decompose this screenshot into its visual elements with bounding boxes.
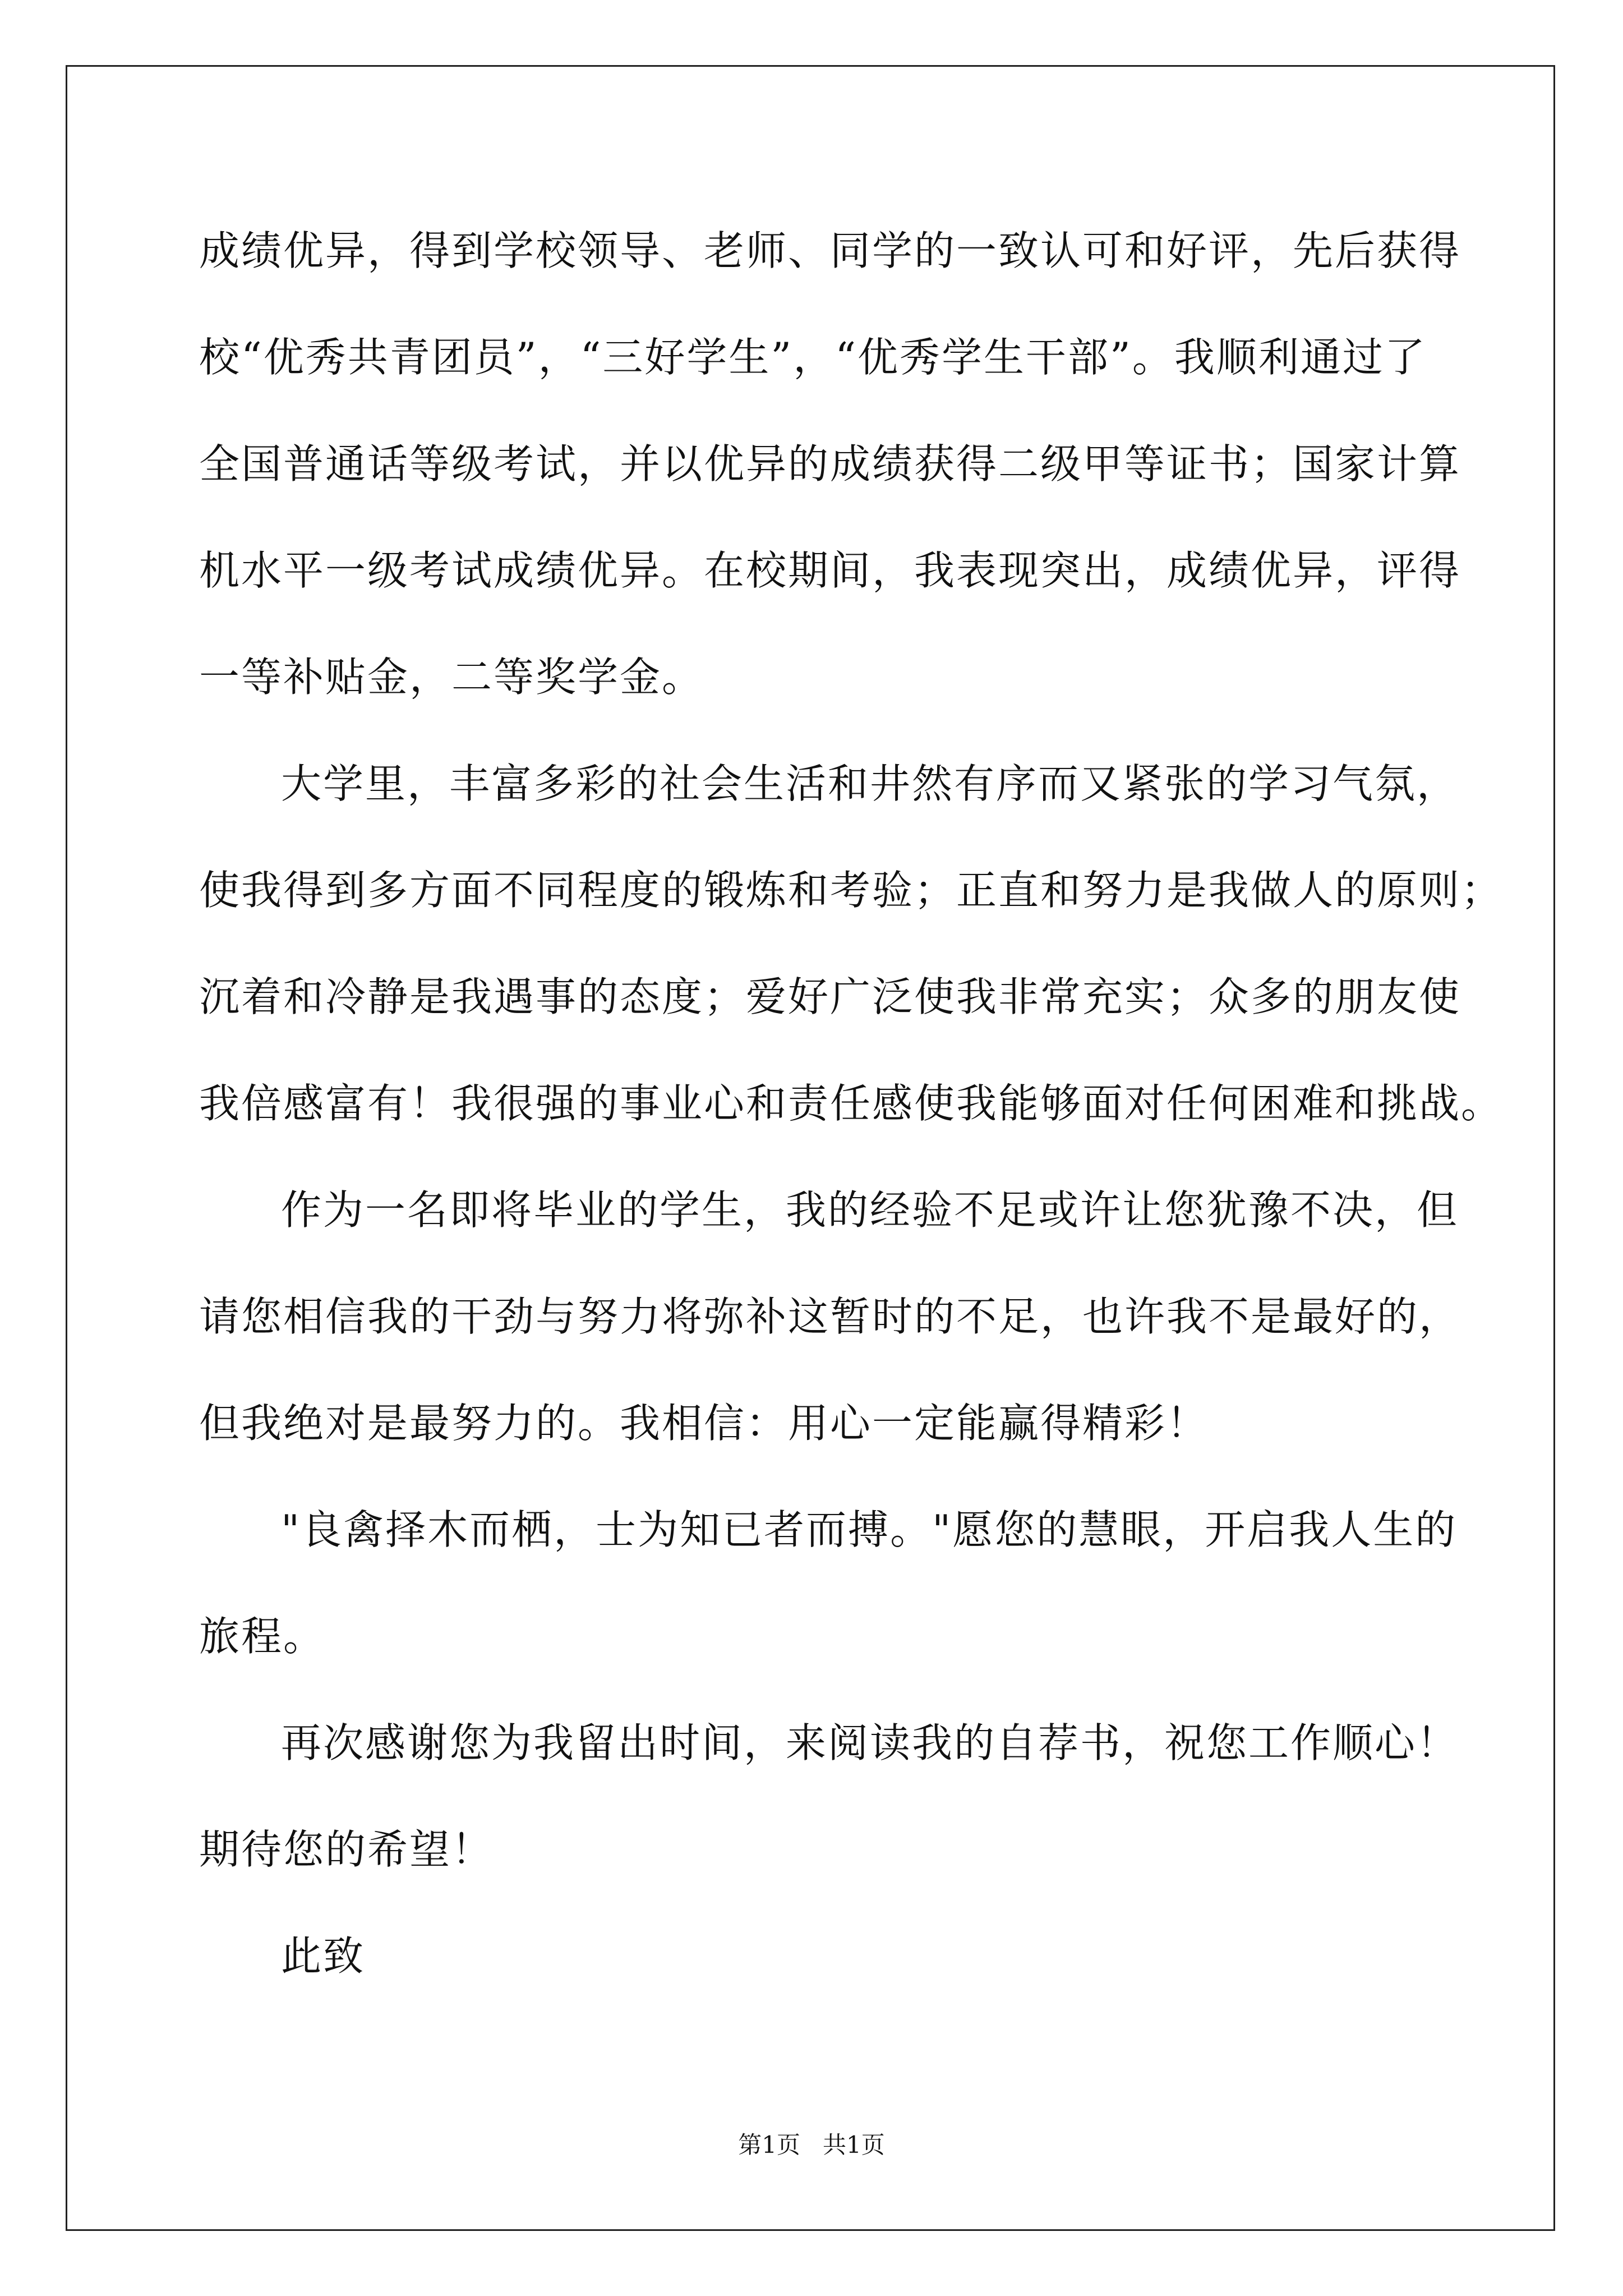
text-line: 我倍感富有！我很强的事业心和责任感使我能够面对任何困难和挑战。 [199, 1080, 1504, 1127]
text-line: 旅程。 [199, 1613, 326, 1660]
paragraph-start-line: 大学里，丰富多彩的社会生活和井然有序而又紧张的学习气氛， [281, 760, 1459, 807]
text-line: 机水平一级考试成绩优异。在校期间，我表现突出，成绩优异，评得 [199, 547, 1461, 594]
text-line: 但我绝对是最努力的。我相信：用心一定能赢得精彩！ [199, 1400, 1209, 1447]
closing-salutation: 此致 [281, 1932, 366, 1980]
text-line: 成绩优异，得到学校领导、老师、同学的一致认可和好评，先后获得 [199, 227, 1461, 274]
paragraph-start-line: "良禽择木而栖，士为知已者而搏。"愿您的慧眼，开启我人生的 [281, 1506, 1458, 1553]
text-line: 沉着和冷静是我遇事的态度；爱好广泛使我非常充实；众多的朋友使 [199, 973, 1461, 1020]
text-line: 使我得到多方面不同程度的锻炼和考验；正直和努力是我做人的原则； [199, 867, 1504, 914]
document-body [199, 218, 1504, 2030]
page-footer [0, 2131, 1623, 2160]
page-number-total: 共1页 [823, 2131, 885, 2159]
paragraph-start-line: 作为一名即将毕业的学生，我的经验不足或许让您犹豫不决，但 [281, 1186, 1459, 1234]
text-line: 校“优秀共青团员”，“三好学生”，“优秀学生干部”。我顺利通过了 [199, 334, 1427, 381]
text-line: 请您相信我的干劲与努力将弥补这暂时的不足，也许我不是最好的， [199, 1293, 1461, 1340]
text-line: 全国普通话等级考试，并以优异的成绩获得二级甲等证书；国家计算 [199, 440, 1461, 487]
paragraph-start-line: 再次感谢您为我留出时间，来阅读我的自荐书，祝您工作顺心！ [281, 1719, 1459, 1766]
text-line: 期待您的希望！ [199, 1826, 494, 1873]
page-number-current: 第1页 [738, 2131, 800, 2159]
text-line: 一等补贴金，二等奖学金。 [199, 654, 704, 701]
